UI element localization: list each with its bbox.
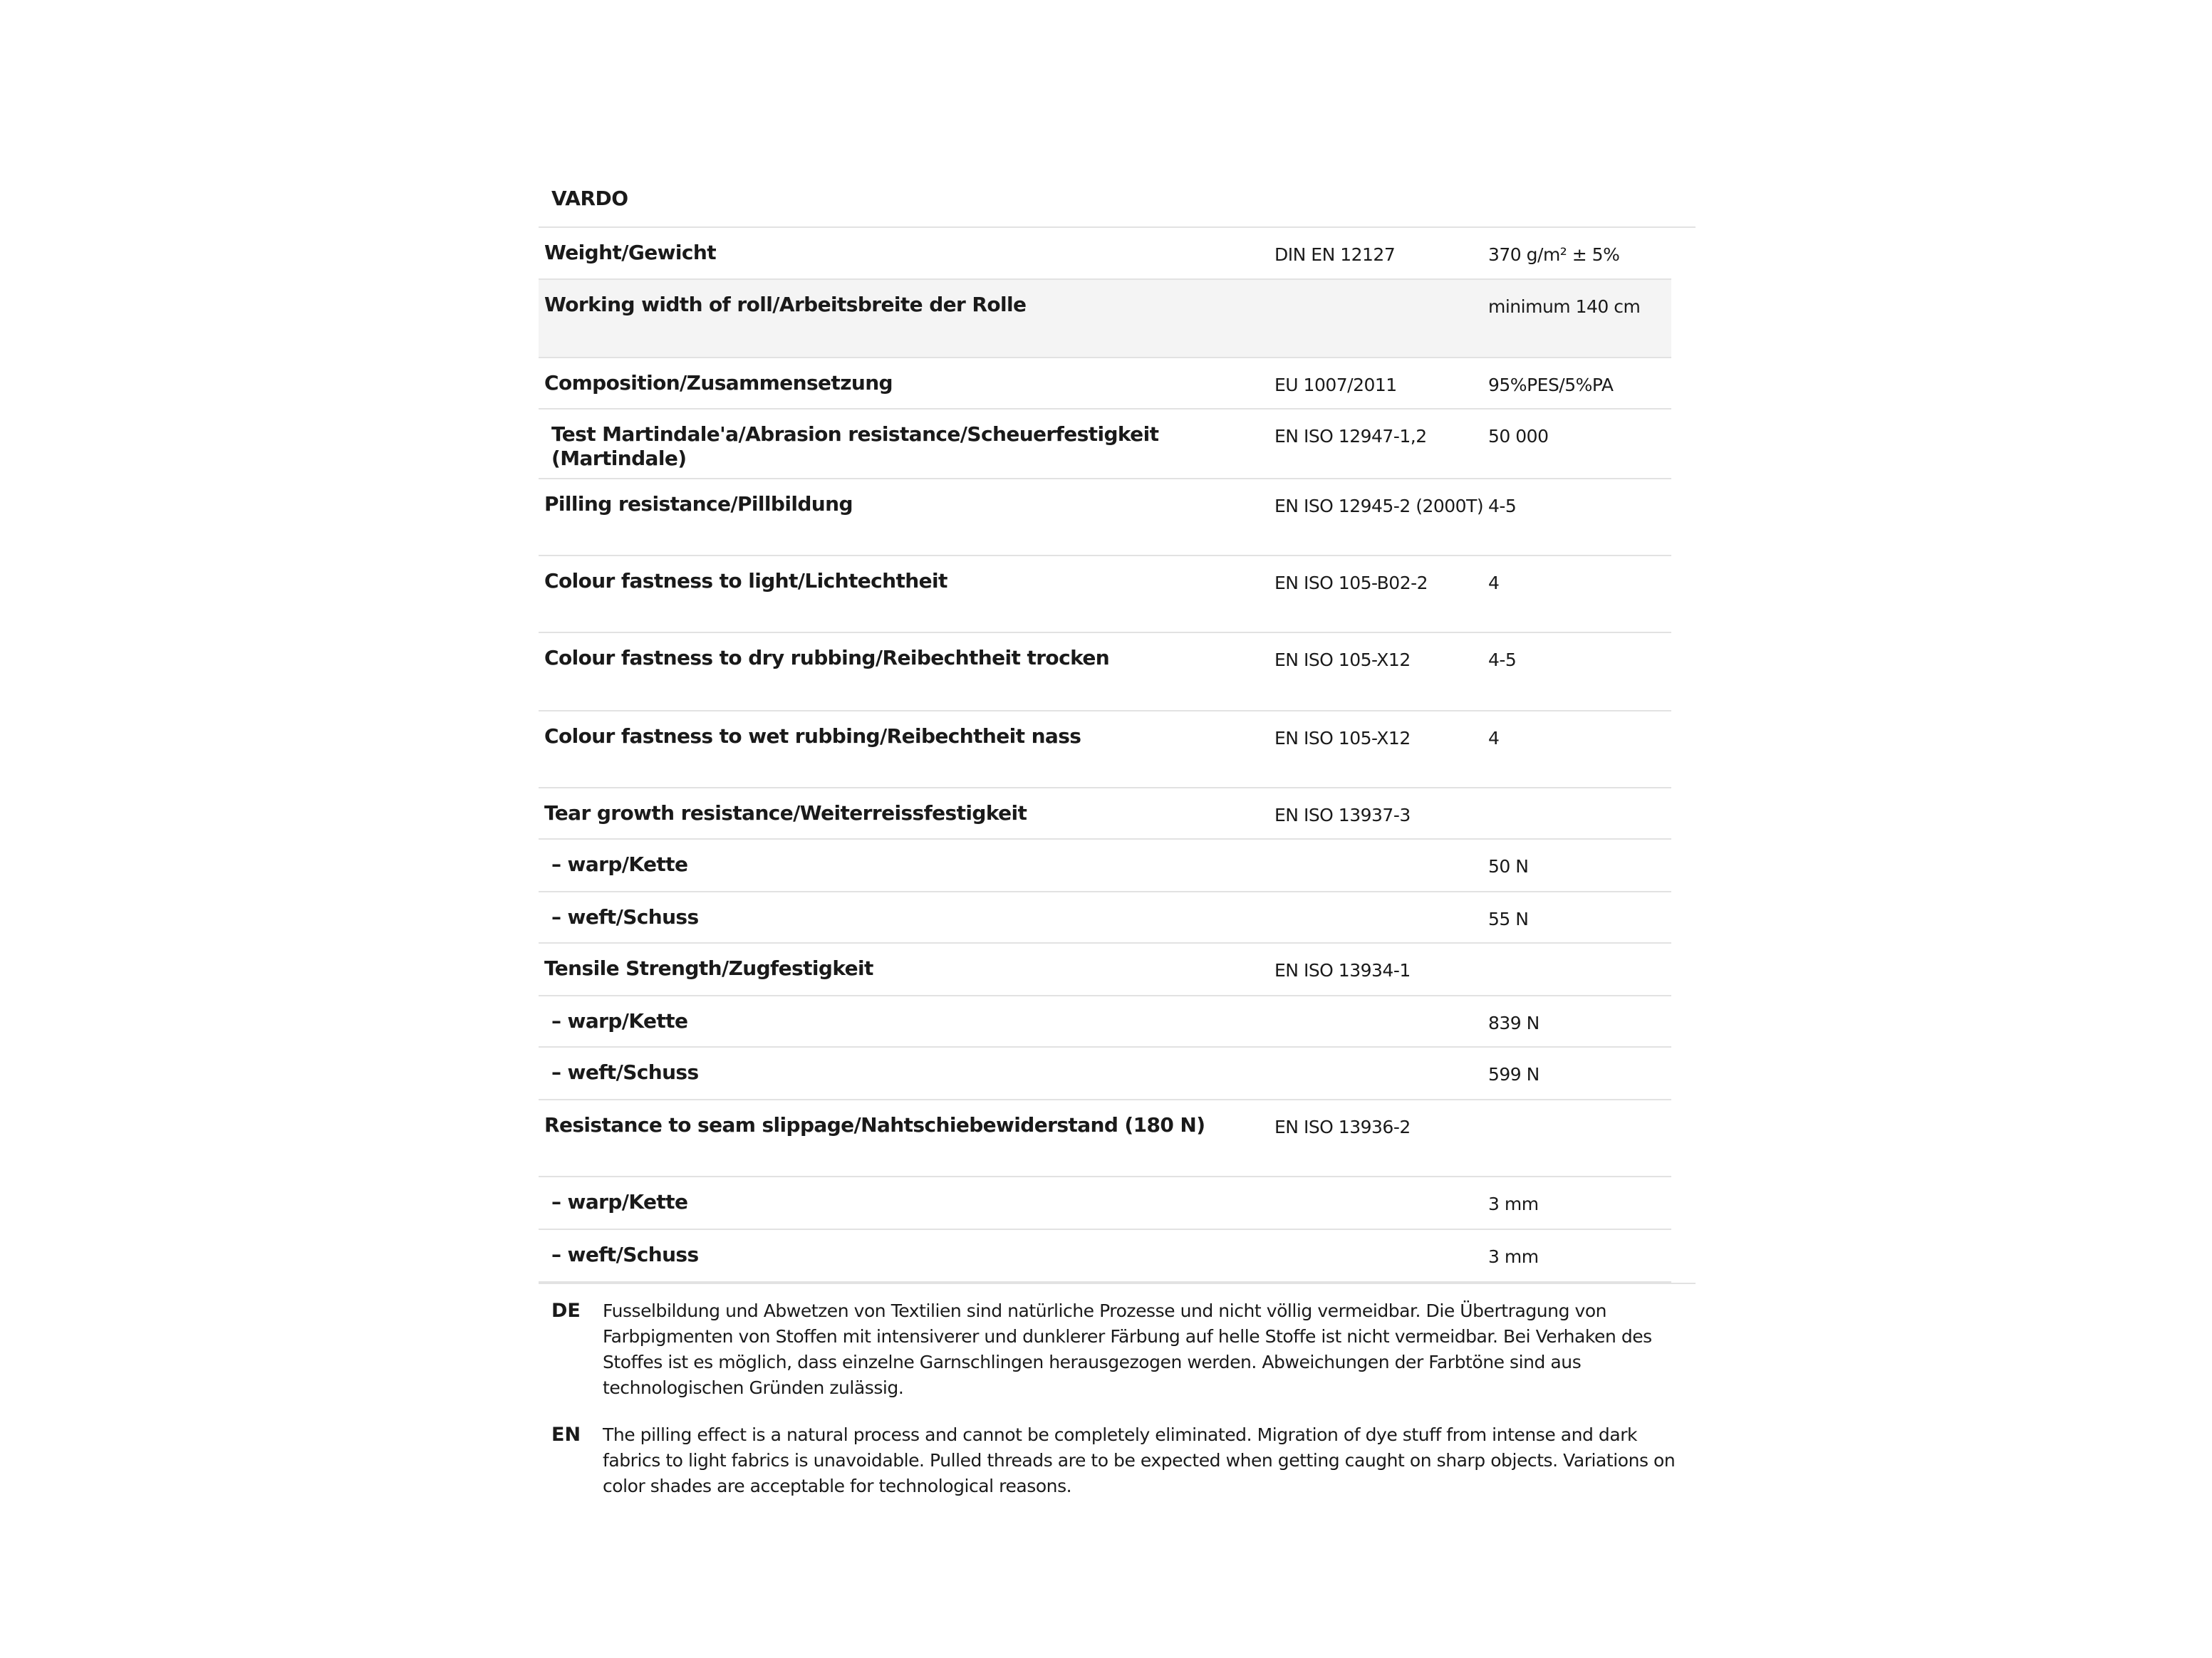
spec-row [539, 1177, 1671, 1229]
spec-value: 95%PES/5%PA [1487, 358, 1671, 409]
spec-table [539, 228, 1671, 1283]
spec-value [1487, 943, 1671, 996]
spec-property: – weft/Schuss [539, 892, 1274, 943]
spec-value: 370 g/m² ± 5% [1487, 228, 1671, 279]
spec-row [539, 479, 1671, 556]
spec-property: – warp/Kette [539, 1177, 1274, 1229]
spec-property: – warp/Kette [539, 839, 1274, 892]
spec-property: Colour fastness to dry rubbing/Reibechtheit trocken [539, 632, 1274, 711]
spec-norm: EU 1007/2011 [1274, 358, 1487, 409]
spec-sheet [539, 184, 1696, 1521]
spec-value: 50 N [1487, 839, 1671, 892]
spec-norm: DIN EN 12127 [1274, 228, 1487, 279]
spec-property: – weft/Schuss [539, 1229, 1274, 1282]
spec-norm [1274, 1229, 1487, 1282]
spec-property: Composition/Zusammensetzung [539, 358, 1274, 409]
spec-norm: EN ISO 12945-2 (2000T) [1274, 479, 1487, 556]
spec-row [539, 1229, 1671, 1282]
spec-row [539, 556, 1671, 632]
spec-row [539, 943, 1671, 996]
notes-section [539, 1298, 1696, 1499]
spec-value: 55 N [1487, 892, 1671, 943]
spec-row [539, 409, 1671, 479]
spec-row [539, 1100, 1671, 1177]
spec-property: Colour fastness to wet rubbing/Reibechtheit nass [539, 711, 1274, 788]
spec-norm: EN ISO 13937-3 [1274, 788, 1487, 839]
spec-row [539, 996, 1671, 1047]
spec-property: Colour fastness to light/Lichtechtheit [539, 556, 1274, 632]
spec-value: 839 N [1487, 996, 1671, 1047]
spec-row [539, 228, 1671, 279]
spec-value [1487, 788, 1671, 839]
spec-table-body [539, 228, 1671, 1282]
spec-norm [1274, 892, 1487, 943]
spec-norm: EN ISO 12947-1,2 [1274, 409, 1487, 479]
note-text: The pilling effect is a natural process and cannot be completely eliminated. Migration of dye stuff from intense and dark fabrics to light fabrics is unavoidable. Pulled threads are to be expected when getting caught on sharp objects. Variations on color shades are acceptable for technological reasons. [603, 1424, 1676, 1496]
spec-norm [1274, 996, 1487, 1047]
note-text: Fusselbildung und Abwetzen von Textilien sind natürliche Prozesse und nicht völlig vermeidbar. Die Übertragung von Farbpigmenten von Stoffen mit intensiverer und dunklerer Färbung auf helle Stoffe ist nicht vermeidbar. Bei Verhaken des Stoffes ist es möglich, dass einzelne Garnschlingen herausgezogen werden. Abweichungen der Farbtöne sind aus technologischen Gründen zulässig. [603, 1300, 1652, 1398]
spec-property: – weft/Schuss [539, 1047, 1274, 1100]
note-de [551, 1298, 1696, 1401]
spec-value: 3 mm [1487, 1229, 1671, 1282]
spec-value: minimum 140 cm [1487, 279, 1671, 358]
spec-norm [1274, 839, 1487, 892]
spec-row [539, 279, 1671, 358]
spec-value: 4-5 [1487, 632, 1671, 711]
spec-row [539, 892, 1671, 943]
spec-property: – warp/Kette [539, 996, 1274, 1047]
spec-norm: EN ISO 105-B02-2 [1274, 556, 1487, 632]
product-title: VARDO [539, 184, 1696, 228]
spec-property: Tensile Strength/Zugfestigkeit [539, 943, 1274, 996]
spec-value: 599 N [1487, 1047, 1671, 1100]
spec-norm: EN ISO 105-X12 [1274, 632, 1487, 711]
spec-value [1487, 1100, 1671, 1177]
spec-property: Tear growth resistance/Weiterreissfestigkeit [539, 788, 1274, 839]
spec-row [539, 711, 1671, 788]
spec-property: Test Martindale'a/Abrasion resistance/Scheuerfestigkeit (Martindale) [539, 409, 1274, 479]
spec-row [539, 788, 1671, 839]
spec-row [539, 1047, 1671, 1100]
spec-property: Resistance to seam slippage/Nahtschiebewiderstand (180 N) [539, 1100, 1274, 1177]
note-language-label: DE [551, 1300, 581, 1322]
spec-row [539, 839, 1671, 892]
spec-norm [1274, 1047, 1487, 1100]
note-en [551, 1422, 1696, 1499]
spec-norm [1274, 279, 1487, 358]
spec-value: 4-5 [1487, 479, 1671, 556]
spec-row [539, 632, 1671, 711]
spec-value: 4 [1487, 711, 1671, 788]
spec-norm: EN ISO 13936-2 [1274, 1100, 1487, 1177]
spec-property: Weight/Gewicht [539, 228, 1274, 279]
spec-row [539, 358, 1671, 409]
note-language-label: EN [551, 1424, 581, 1446]
spec-value: 50 000 [1487, 409, 1671, 479]
spec-value: 3 mm [1487, 1177, 1671, 1229]
spec-norm: EN ISO 105-X12 [1274, 711, 1487, 788]
spec-norm: EN ISO 13934-1 [1274, 943, 1487, 996]
spec-value: 4 [1487, 556, 1671, 632]
spec-property: Working width of roll/Arbeitsbreite der Rolle [539, 279, 1274, 358]
table-divider [539, 1283, 1696, 1284]
spec-property: Pilling resistance/Pillbildung [539, 479, 1274, 556]
spec-norm [1274, 1177, 1487, 1229]
